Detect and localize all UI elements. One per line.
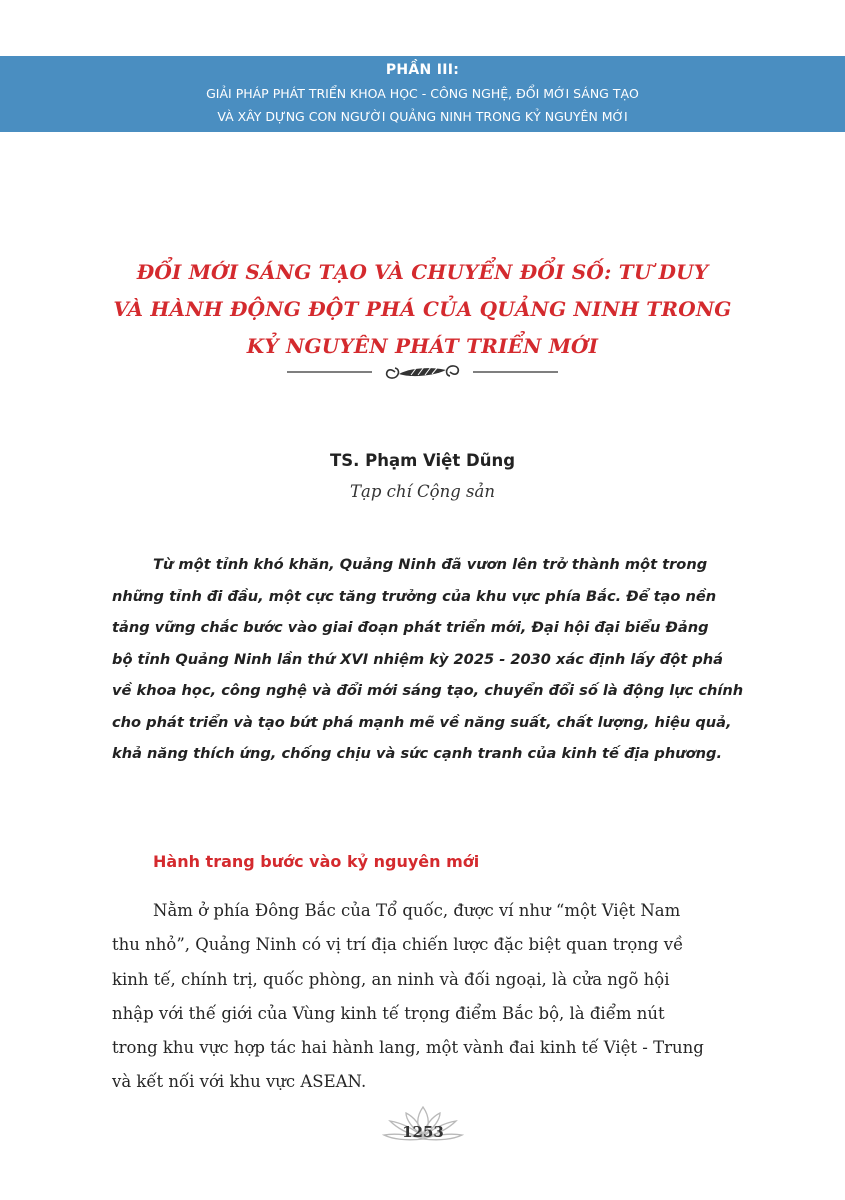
body-line: và kết nối với khu vực ASEAN. <box>112 1072 367 1092</box>
divider-flourish-icon <box>287 361 558 383</box>
author-affiliation: Tạp chí Cộng sản <box>350 482 495 501</box>
banner-subtitle-line-2: VÀ XÂY DỰNG CON NGƯỜI QUẢNG NINH TRONG KỶ NGUYÊN MỚI <box>217 109 628 124</box>
abstract-line: Từ một tỉnh khó khăn, Quảng Ninh đã vươn lên trở thành một trong <box>153 556 708 573</box>
author-name: TS. Phạm Việt Dũng <box>329 451 516 470</box>
article-title-line: KỶ NGUYÊN PHÁT TRIỂN MỚI <box>246 334 599 358</box>
article-title-line: ĐỔI MỚI SÁNG TẠO VÀ CHUYỂN ĐỔI SỐ: TƯ DUY <box>136 260 709 284</box>
section-heading: Hành trang bước vào kỷ nguyên mới <box>153 852 480 871</box>
banner-subtitle-line-1: GIẢI PHÁP PHÁT TRIỂN KHOA HỌC - CÔNG NGHỆ, ĐỔI MỚI SÁNG TẠO <box>206 86 639 101</box>
abstract-line: bộ tỉnh Quảng Ninh lần thứ XVI nhiệm kỳ 2025 - 2030 xác định lấy đột phá <box>112 650 723 668</box>
page-number: 1253 <box>402 1123 444 1141</box>
body-paragraph <box>112 894 737 1100</box>
article-title <box>100 254 745 365</box>
section-banner <box>0 56 845 132</box>
abstract-line: khả năng thích ứng, chống chịu và sức cạnh tranh của kinh tế địa phương. <box>112 745 723 762</box>
abstract-line: những tỉnh đi đầu, một cực tăng trưởng của khu vực phía Bắc. Để tạo nền <box>112 587 717 605</box>
body-line: trong khu vực hợp tác hai hành lang, một vành đai kinh tế Việt - Trung <box>112 1038 704 1058</box>
body-line: kinh tế, chính trị, quốc phòng, an ninh và đối ngoại, là cửa ngõ hội <box>112 969 670 989</box>
abstract-line: cho phát triển và tạo bứt phá mạnh mẽ về năng suất, chất lượng, hiệu quả, <box>112 713 732 731</box>
article-title-line: VÀ HÀNH ĐỘNG ĐỘT PHÁ CỦA QUẢNG NINH TRONG <box>113 297 732 321</box>
banner-part-label: PHẦN III: <box>385 62 460 78</box>
abstract-line: về khoa học, công nghệ và đổi mới sáng tạo, chuyển đổi số là động lực chính <box>112 682 744 699</box>
body-line: Nằm ở phía Đông Bắc của Tổ quốc, được ví như “một Việt Nam <box>153 901 681 920</box>
body-line: nhập với thế giới của Vùng kinh tế trọng điểm Bắc bộ, là điểm nút <box>112 1003 665 1023</box>
article-abstract <box>112 549 744 770</box>
abstract-line: tảng vững chắc bước vào giai đoạn phát triển mới, Đại hội đại biểu Đảng <box>112 619 709 636</box>
body-line: thu nhỏ”, Quảng Ninh có vị trí địa chiến lược đặc biệt quan trọng về <box>112 935 684 955</box>
